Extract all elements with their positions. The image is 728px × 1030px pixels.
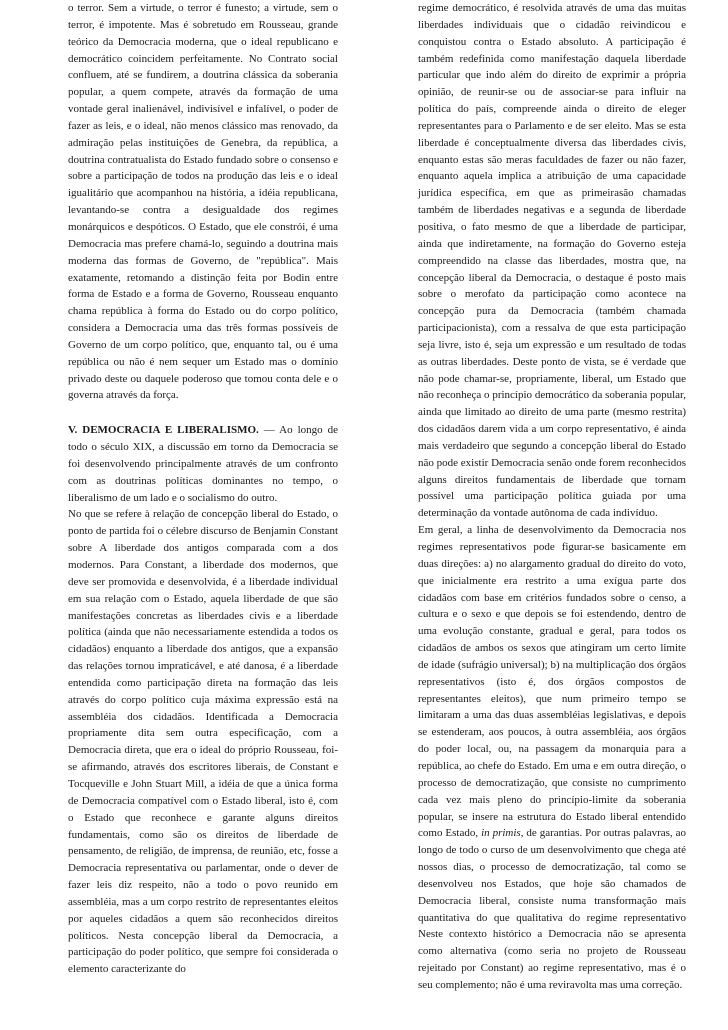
section-heading: V. DEMOCRACIA E LIBERALISMO. [68, 424, 259, 437]
paragraph-text: , de garantias. Por outras palavras, ao longo de todo o curso de um desenvolvimento que chega até nossos dias, o processo de democratização, tal como se desenvolveu nos Estados, que hoje são chamados de Democracia liberal, consiste numa transformação mais quantitativa do que qualitativa do regime representativo Neste contexto histórico a Democracia não se apresenta como alternativa (como seria no projeto de Rousseau rejeitado por Constant) ao regime representativo, mas é o seu complemento; não é uma reviravolta mas uma correção. [418, 827, 686, 991]
paragraph: o terror. Sem a virtude, o terror é funesto; a virtude, sem o terror, é impotente. Mas é sobretudo em Rousseau, grande teórico da Democracia moderna, que o ideal republicano e democrático coincidem perfeitamente. No Contrato social confluem, até se fundirem, a doutrina clássica da soberania popular, a quem compete, através da formação de uma vontade geral inalienável, indivisível e infalível, o poder de fazer as leis, e o ideal, não menos clássico mas renovado, da admiração pelas instituições de Genebra, da república, a doutrina contratualista do Estado fundado sobre o consenso e sobre a participação de todos na produção das leis e o ideal igualitário que acompanhou na história, a idéia republicana, levantando-se contra a desigualdade dos regimes monárquicos e despóticos. O Estado, que ele constrói, é uma Democracia mas prefere chamá-lo, seguindo a doutrina mais moderna das formas de Governo, de "república". Mais exatamente, retomando a distinção feita por Bodin entre forma de Estado e a forma de Governo, Rousseau enquanto chama república à forma do Estado ou do corpo político, considera a Democracia uma das três formas possíveis de Governo de um corpo político, que, enquanto tal, ou é uma república ou não é nem sequer um Estado mas o domínio privado deste ou daquele poderoso que tomou conta dele e o governa através da força. [68, 2, 338, 402]
italic-term: in primis [481, 827, 521, 840]
paragraph [418, 522, 686, 994]
paragraph: No que se refere à relação de concepção liberal do Estado, o ponto de partida foi o célebre discurso de Benjamin Constant sobre A liberdade dos antigos comparada com a dos modernos. Para Constant, a liberdade dos modernos, que deve ser promovida e desenvolvida, é a liberdade individual em sua relação com o Estado, aquela liberdade de que são manifestações concretas as liberdades civis e a liberdade política (ainda que não necessariamente estendida a todos os cidadãos) enquanto a liberdade dos antigos, que a expansão das relações tornou impraticável, e até danosa, é a liberdade entendida como participação direta na formação das leis através do corpo político cuja máxima expressão está na assembléia dos cidadãos. Identificada a Democracia propriamente dita sem outra especificação, com a Democracia direta, que era o ideal do próprio Rousseau, foi-se afirmando, através dos escritores liberais, de Constant e Tocqueville e John Stuart Mill, a idéia de que a única forma de Democracia compatível com o Estado liberal, isto é, com o Estado que reconhece e garante alguns direitos fundamentais, como são os direitos de liberdade de pensamento, de religião, de imprensa, de reunião, etc, fosse a Democracia representativa ou parlamentar, onde o dever de fazer leis diz respeito, não a todo o povo reunido em assembléia, mas a um corpo restrito de representantes eleitos por aqueles cidadãos a quem são reconhecidos direitos políticos. Nesta concepção liberal da Democracia, a participação do poder político, que sempre foi considerada o elemento caracterizante do [68, 508, 338, 976]
section-intro: — Ao longo de todo o século XIX, a discussão em torno da Democracia se foi desenvolvendo principalmente através de um confronto com as doutrinas políticas dominantes no tempo, o liberalismo de um lado e o socialismo do outro. [68, 424, 338, 504]
paragraph: regime democrático, é resolvida através de uma das muitas liberdades individuais que o cidadão reivindicou e conquistou contra o Estado absoluto. A participação é também redefinida como manifestação daquela liberdade particular que indo além do direito de exprimir a própria opinião, de reunir-se ou de associar-se para influir na política do país, compreende ainda o direito de eleger representantes para o Parlamento e de ser eleito. Mas se esta liberdade é conceptualmente diversa das liberdades civis, enquanto estas são meras faculdades de fazer ou não fazer, enquanto aquela implica a atribuição de uma capacidade jurídica específica, em que as primeirasão chamadas também de liberdades negativas e a segunda de liberdade positiva, o fato mesmo de que a liberdade de participar, ainda que indiretamente, na formação do Governo esteja compreendido na classe das liberdades, mostra que, na concepção liberal da Democracia, o destaque é posto mais sobre o merofato da participação como acontece na concepção pura da Democracia (também chamada participacionista), com a ressalva de que esta participação seja livre, isto é, seja um expressão e um resultado de todas as outras liberdades. Deste ponto de vista, se é verdade que não pode chamar-se, propriamente, liberal, um Estado que não reconheça o princípio democrático da soberania popular, ainda que limitado ao direito de uma parte (mesmo restrita) dos cidadãos darem vida a um corpo representativo, é ainda mais verdadeiro que segundo a concepção liberal do Estado não pode existir Democracia senão onde forem reconhecidos alguns direitos fundamentais de liberdade que tornam possível uma participação política guiada por uma determinação da vontade autônoma de cada indivíduo. [418, 2, 686, 520]
section-paragraph [68, 422, 338, 506]
right-column [418, 0, 686, 994]
left-column [68, 0, 338, 978]
paragraph-text: Em geral, a linha de desenvolvimento da Democracia nos regimes representativos pode figurar-se basicamente em duas direções: a) no alargamento gradual do direito do voto, que inicialmente era restrito a uma exígua parte dos cidadãos com base em critérios fundados sobre o censo, a cultura e o sexo e que depois se foi estendendo, dentro de uma evolução constante, gradual e geral, para todos os cidadãos de ambos os sexos que atingiram um certo limite de idade (sufrágio universal); b) na multiplicação dos órgãos representativos (isto é, dos órgãos compostos de representantes eleitos), que num primeiro tempo se limitaram a uma das duas assembléias legislativas, e depois se estenderam, aos poucos, à outra assembléia, aos órgãos do poder local, ou, na passagem da monarquia para a república, ao chefe do Estado. Em uma e em outra direção, o processo de democratização, que consiste no cumprimento cada vez mais pleno do princípio-limite da soberania popular, se insere na estrutura do Estado liberal entendido como Estado, [418, 524, 686, 840]
